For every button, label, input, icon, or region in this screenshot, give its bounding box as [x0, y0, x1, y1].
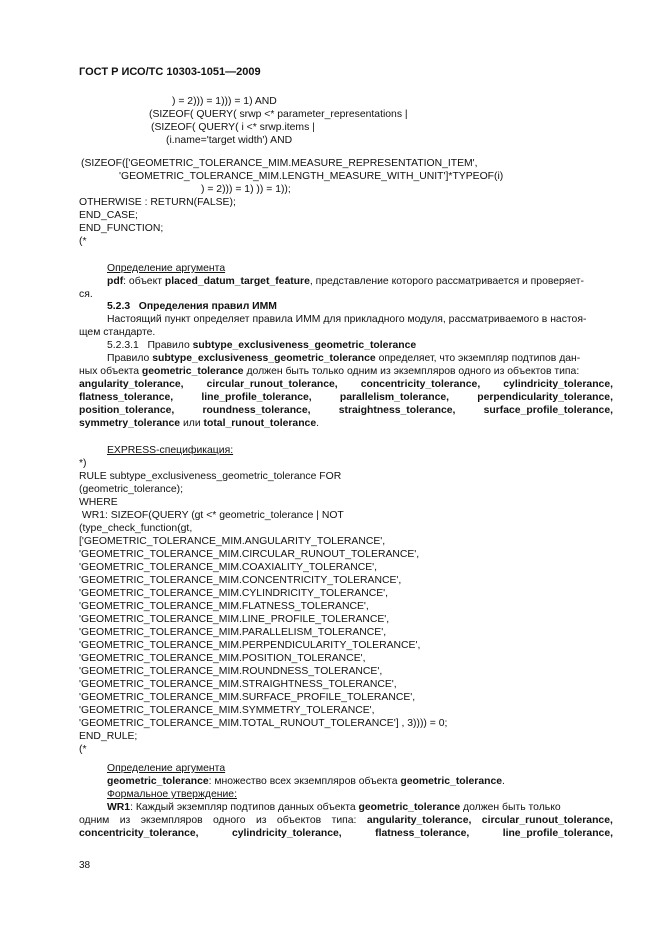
code-line: 'GEOMETRIC_TOLERANCE_MIM.COAXIALITY_TOLERANCE', — [79, 562, 378, 573]
subsection-heading: 5.2.3.1 Правило subtype_exclusiveness_geometric_tolerance — [107, 340, 417, 351]
tolerance-types-line: position_tolerance, roundness_tolerance, straightness_tolerance, surface_profile_tolerance, — [79, 405, 613, 416]
page-number: 38 — [79, 860, 91, 871]
code-line: ) = 2))) = 1) )) = 1)); — [201, 184, 291, 195]
code-line: 'GEOMETRIC_TOLERANCE_MIM.LENGTH_MEASURE_WITH_UNIT']*TYPEOF(i) — [119, 171, 504, 182]
tolerance-types-line: angularity_tolerance, circular_runout_tolerance, concentricity_tolerance, cylindricity_tolerance, — [79, 379, 613, 390]
code-line: 'GEOMETRIC_TOLERANCE_MIM.STRAIGHTNESS_TOLERANCE', — [79, 679, 397, 690]
argument-definition-heading: Определение аргумента — [107, 763, 226, 774]
code-line: 'GEOMETRIC_TOLERANCE_MIM.CYLINDRICITY_TOLERANCE', — [79, 588, 389, 599]
code-line: 'GEOMETRIC_TOLERANCE_MIM.PARALLELISM_TOLERANCE', — [79, 627, 387, 638]
tolerance-types-line: flatness_tolerance, line_profile_tolerance, parallelism_tolerance, perpendicularity_tolerance, — [79, 392, 613, 403]
code-line: OTHERWISE : RETURN(FALSE); — [79, 197, 236, 208]
code-line: (SIZEOF( QUERY( srwp <* parameter_representations | — [149, 109, 408, 120]
code-line: (i.name='target width') AND — [166, 135, 293, 146]
code-line: END_CASE; — [79, 210, 138, 221]
wr1-line: concentricity_tolerance, cylindricity_tolerance, flatness_tolerance, line_profile_tolerance, — [79, 828, 613, 839]
code-line: 'GEOMETRIC_TOLERANCE_MIM.ROUNDNESS_TOLERANCE', — [79, 666, 383, 677]
code-line: 'GEOMETRIC_TOLERANCE_MIM.CIRCULAR_RUNOUT_TOLERANCE', — [79, 549, 420, 560]
code-line: 'GEOMETRIC_TOLERANCE_MIM.CONCENTRICITY_TOLERANCE', — [79, 575, 402, 586]
code-line: 'GEOMETRIC_TOLERANCE_MIM.TOTAL_RUNOUT_TOLERANCE'] , 3)))) = 0; — [79, 718, 448, 729]
formal-statement-heading: Формальное утверждение: — [107, 789, 237, 800]
code-line: ) = 2))) = 1))) = 1) AND — [172, 96, 277, 107]
code-line: END_FUNCTION; — [79, 223, 164, 234]
code-line: WHERE — [79, 497, 118, 508]
section-paragraph-line: щем стандарте. — [79, 327, 156, 338]
rule-paragraph-line: Правило subtype_exclusiveness_geometric_tolerance определяет, что экземпляр подтипов дан- — [107, 353, 581, 364]
wr1-line: WR1: Каждый экземпляр подтипов данных объекта geometric_tolerance должен быть только — [107, 802, 561, 813]
code-line: END_RULE; — [79, 731, 138, 742]
argument-pdf-line: pdf: объект placed_datum_target_feature, представление которого рассматривается и проверяет- — [107, 276, 584, 287]
wr1-line: одним из экземпляров одного из объектов типа: angularity_tolerance, circular_runout_tolerance, — [79, 815, 613, 826]
code-line: 'GEOMETRIC_TOLERANCE_MIM.FLATNESS_TOLERANCE', — [79, 601, 369, 612]
code-line: 'GEOMETRIC_TOLERANCE_MIM.SYMMETRY_TOLERANCE', — [79, 705, 375, 716]
code-line: ['GEOMETRIC_TOLERANCE_MIM.ANGULARITY_TOLERANCE', — [79, 536, 386, 547]
code-line: 'GEOMETRIC_TOLERANCE_MIM.POSITION_TOLERANCE', — [79, 653, 366, 664]
document-header: ГОСТ Р ИСО/ТС 10303-1051—2009 — [79, 66, 261, 78]
rule-paragraph-line: ных объекта geometric_tolerance должен быть только одним из экземпляров одного из объектов типа: — [79, 366, 580, 377]
code-line: *) — [79, 458, 87, 469]
express-spec-heading: EXPRESS-спецификация: — [107, 445, 234, 456]
argument-gt-line: geometric_tolerance: множество всех экземпляров объекта geometric_tolerance. — [107, 776, 505, 787]
argument-pdf-line-2: ся. — [79, 289, 93, 300]
code-line: (SIZEOF( QUERY( i <* srwp.items | — [151, 122, 315, 133]
code-line: RULE subtype_exclusiveness_geometric_tolerance FOR — [79, 471, 342, 482]
section-heading: 5.2.3 Определения правил ИММ — [107, 301, 277, 312]
code-line: WR1: SIZEOF(QUERY (gt <* geometric_tolerance | NOT — [79, 510, 344, 521]
code-line: (geometric_tolerance); — [79, 484, 183, 495]
code-line: 'GEOMETRIC_TOLERANCE_MIM.PERPENDICULARITY_TOLERANCE', — [79, 640, 421, 651]
code-line: (type_check_function(gt, — [79, 523, 193, 534]
code-line: (* — [79, 744, 87, 755]
code-line: (SIZEOF(['GEOMETRIC_TOLERANCE_MIM.MEASURE_REPRESENTATION_ITEM', — [81, 158, 478, 169]
code-line: 'GEOMETRIC_TOLERANCE_MIM.SURFACE_PROFILE_TOLERANCE', — [79, 692, 416, 703]
tolerance-types-line: symmetry_tolerance или total_runout_tolerance. — [79, 418, 320, 429]
argument-definition-heading: Определение аргумента — [107, 263, 226, 274]
section-paragraph-line: Настоящий пункт определяет правила ИММ для прикладного модуля, рассматриваемого в настоя- — [107, 314, 587, 325]
code-line: (* — [79, 236, 87, 247]
code-line: 'GEOMETRIC_TOLERANCE_MIM.LINE_PROFILE_TOLERANCE', — [79, 614, 390, 625]
